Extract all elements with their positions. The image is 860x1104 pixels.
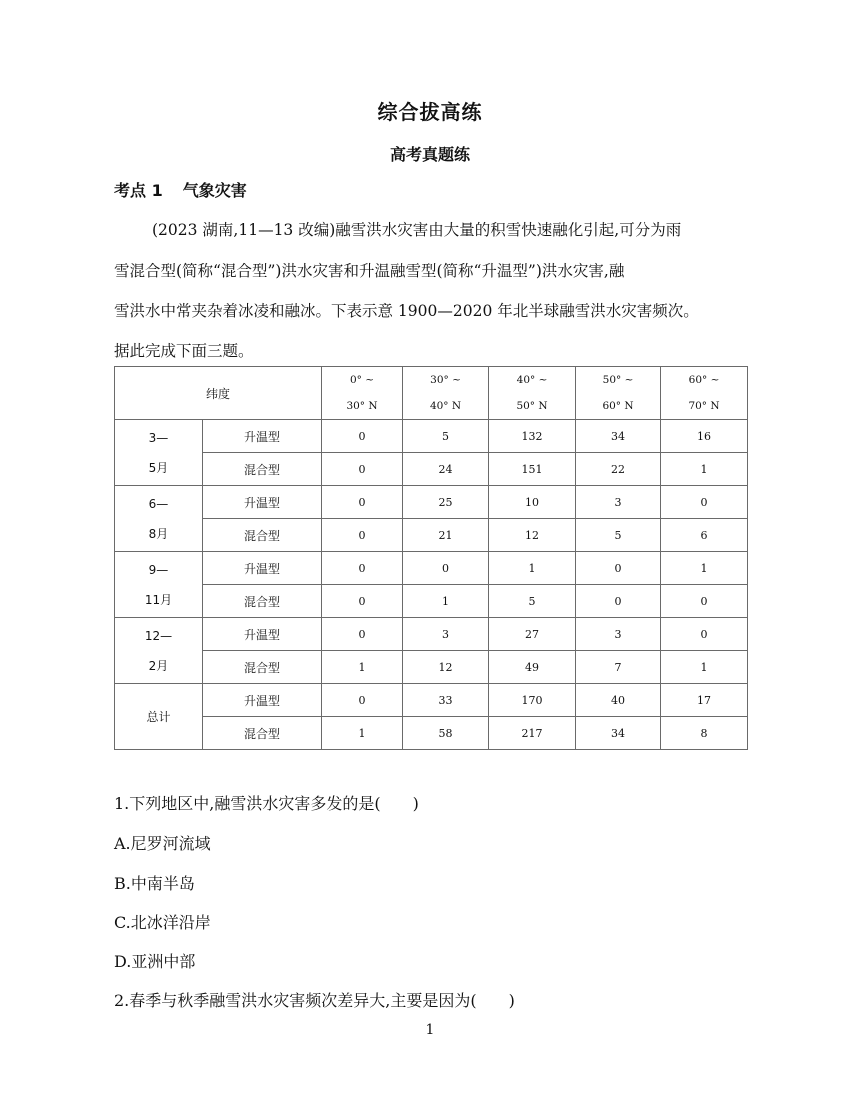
value-cell: 25	[403, 486, 489, 519]
table-row	[115, 585, 748, 618]
season-cell: 12— 2月	[115, 618, 203, 684]
value-cell: 24	[403, 453, 489, 486]
type-cell: 混合型	[203, 651, 322, 684]
value-cell: 34	[576, 420, 661, 453]
snowmelt-flood-table	[114, 366, 748, 750]
value-cell: 12	[489, 519, 576, 552]
value-cell: 3	[576, 618, 661, 651]
value-cell: 5	[489, 585, 576, 618]
corner-cell: 纬度	[115, 367, 322, 420]
type-cell: 混合型	[203, 453, 322, 486]
value-cell: 22	[576, 453, 661, 486]
value-cell: 16	[661, 420, 748, 453]
type-cell: 升温型	[203, 618, 322, 651]
value-cell: 1	[489, 552, 576, 585]
col-header: 60° ~ 70° N	[661, 367, 748, 420]
value-cell: 7	[576, 651, 661, 684]
col-header: 40° ~ 50° N	[489, 367, 576, 420]
option-c: C.北冰洋沿岸	[114, 913, 211, 932]
type-cell: 升温型	[203, 486, 322, 519]
value-cell: 27	[489, 618, 576, 651]
value-cell: 8	[661, 717, 748, 750]
type-cell: 混合型	[203, 585, 322, 618]
type-cell: 混合型	[203, 717, 322, 750]
question-1: 1.下列地区中,融雪洪水灾害多发的是( )	[114, 794, 419, 813]
value-cell: 10	[489, 486, 576, 519]
value-cell: 21	[403, 519, 489, 552]
value-cell: 3	[403, 618, 489, 651]
value-cell: 0	[322, 585, 403, 618]
value-cell: 0	[661, 585, 748, 618]
intro-line-4: 据此完成下面三题。	[114, 342, 254, 360]
value-cell: 0	[322, 618, 403, 651]
value-cell: 0	[322, 684, 403, 717]
value-cell: 132	[489, 420, 576, 453]
value-cell: 12	[403, 651, 489, 684]
season-cell: 6— 8月	[115, 486, 203, 552]
value-cell: 33	[403, 684, 489, 717]
value-cell: 0	[576, 585, 661, 618]
value-cell: 5	[576, 519, 661, 552]
option-a: A.尼罗河流域	[114, 834, 211, 853]
value-cell: 1	[661, 552, 748, 585]
value-cell: 217	[489, 717, 576, 750]
intro-line-1: (2023 湖南,11—13 改编)融雪洪水灾害由大量的积雪快速融化引起,可分为雨	[152, 221, 682, 239]
table-header-row	[115, 367, 748, 420]
value-cell: 1	[661, 453, 748, 486]
value-cell: 5	[403, 420, 489, 453]
table-row	[115, 453, 748, 486]
question-2: 2.春季与秋季融雪洪水灾害频次差异大,主要是因为( )	[114, 991, 515, 1010]
value-cell: 49	[489, 651, 576, 684]
value-cell: 0	[322, 519, 403, 552]
value-cell: 0	[322, 420, 403, 453]
page-number: 1	[425, 1022, 435, 1038]
intro-line-2: 雪混合型(简称“混合型”)洪水灾害和升温融雪型(简称“升温型”)洪水灾害,融	[114, 262, 625, 280]
col-header: 50° ~ 60° N	[576, 367, 661, 420]
topic-label: 考点 1	[114, 181, 163, 200]
value-cell: 6	[661, 519, 748, 552]
total-label-cell: 总计	[115, 684, 203, 750]
topic-name: 气象灾害	[182, 181, 247, 200]
value-cell: 0	[322, 552, 403, 585]
table-row	[115, 519, 748, 552]
value-cell: 0	[322, 453, 403, 486]
value-cell: 170	[489, 684, 576, 717]
page-title: 综合拔高练	[377, 100, 483, 124]
table-row	[115, 420, 748, 453]
season-cell: 3— 5月	[115, 420, 203, 486]
season-cell: 9— 11月	[115, 552, 203, 618]
intro-line-3: 雪洪水中常夹杂着冰凌和融冰。下表示意 1900—2020 年北半球融雪洪水灾害频次。	[114, 302, 699, 320]
topic-heading	[114, 178, 247, 201]
value-cell: 1	[322, 717, 403, 750]
value-cell: 0	[576, 552, 661, 585]
option-d: D.亚洲中部	[114, 952, 196, 971]
table-row	[115, 486, 748, 519]
type-cell: 升温型	[203, 684, 322, 717]
table-row	[115, 552, 748, 585]
value-cell: 0	[661, 486, 748, 519]
value-cell: 151	[489, 453, 576, 486]
value-cell: 58	[403, 717, 489, 750]
value-cell: 40	[576, 684, 661, 717]
value-cell: 1	[322, 651, 403, 684]
value-cell: 3	[576, 486, 661, 519]
value-cell: 0	[661, 618, 748, 651]
option-b: B.中南半岛	[114, 874, 195, 893]
col-header: 0° ~ 30° N	[322, 367, 403, 420]
type-cell: 升温型	[203, 420, 322, 453]
col-header: 30° ~ 40° N	[403, 367, 489, 420]
table-row	[115, 618, 748, 651]
value-cell: 34	[576, 717, 661, 750]
value-cell: 0	[322, 486, 403, 519]
section-subtitle: 高考真题练	[389, 145, 470, 164]
type-cell: 混合型	[203, 519, 322, 552]
table-row	[115, 651, 748, 684]
value-cell: 0	[403, 552, 489, 585]
value-cell: 1	[403, 585, 489, 618]
table-row	[115, 717, 748, 750]
value-cell: 17	[661, 684, 748, 717]
table-row	[115, 684, 748, 717]
value-cell: 1	[661, 651, 748, 684]
type-cell: 升温型	[203, 552, 322, 585]
